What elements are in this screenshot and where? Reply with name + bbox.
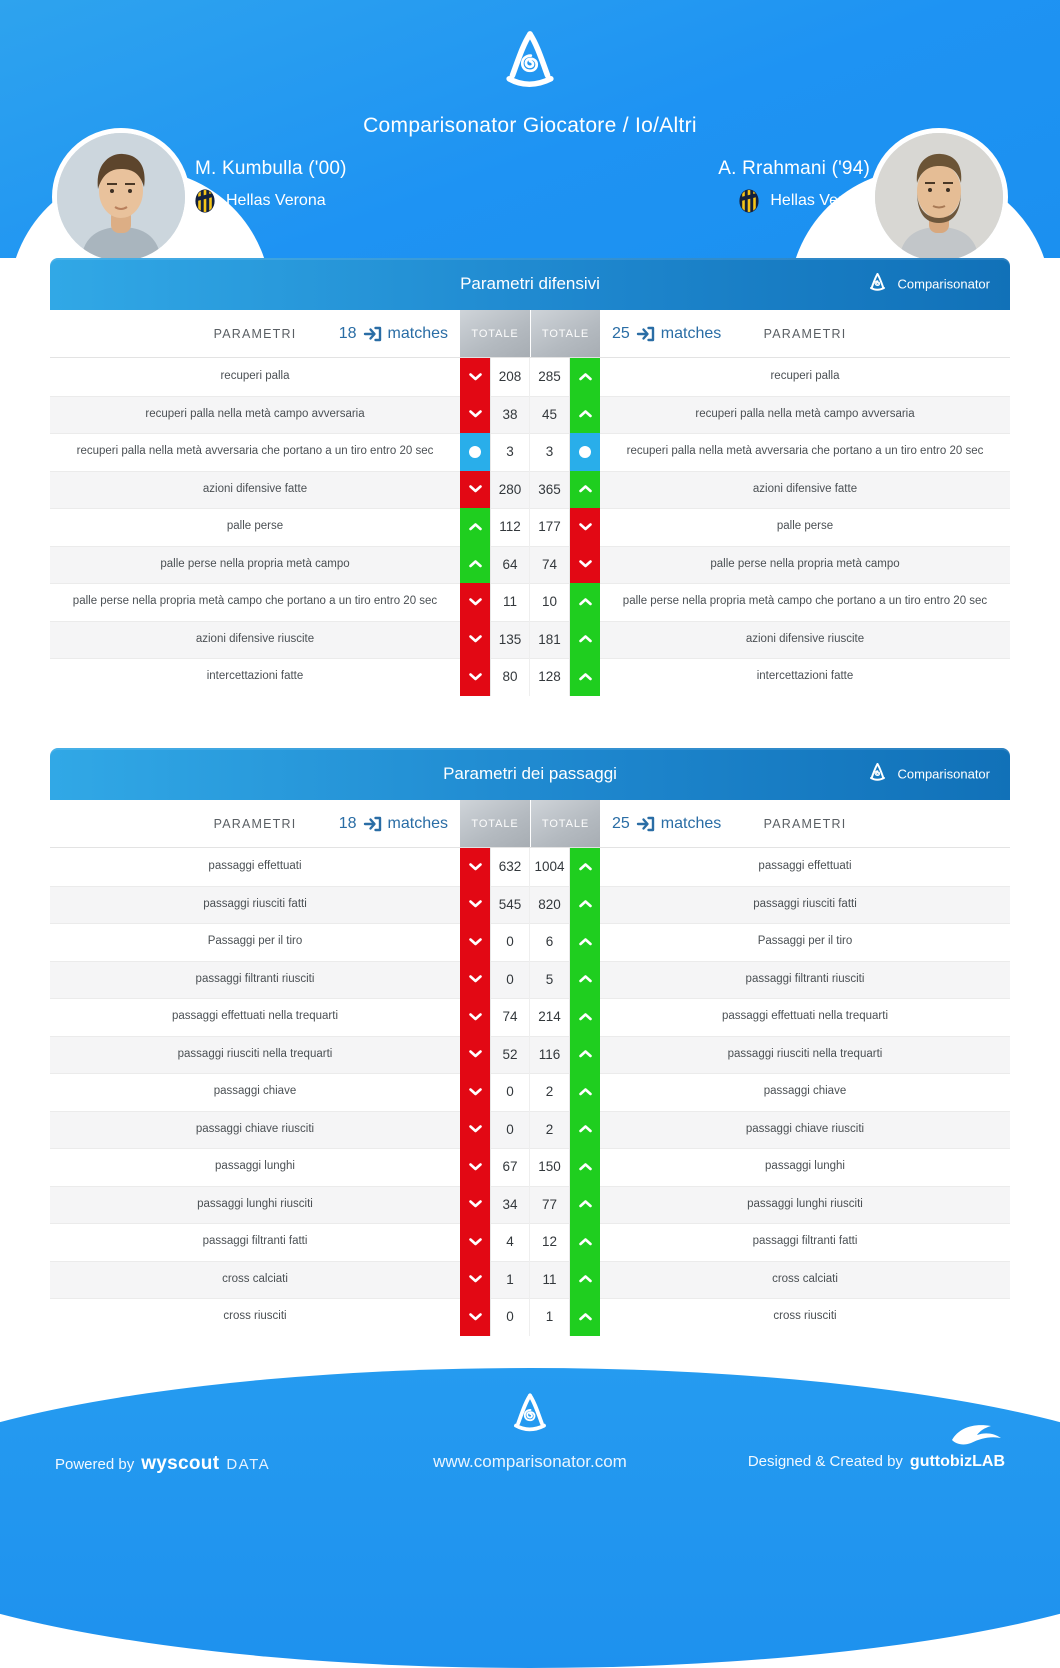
brand-label: Comparisonator (897, 766, 990, 782)
chevron-up-icon (578, 409, 593, 419)
chevron-down-icon (468, 1049, 483, 1059)
table-row (50, 886, 1010, 924)
row-label-left: passaggi chiave (213, 1085, 297, 1098)
chevron-up-icon (578, 937, 593, 947)
table-title: Parametri difensivi (460, 274, 600, 293)
row-label-right: Passaggi per il tiro (757, 935, 853, 948)
table-row (50, 998, 1010, 1036)
value-right: 285 (530, 358, 570, 396)
matches-count-left: 18 (338, 324, 357, 342)
value-left: 11 (490, 583, 530, 621)
indicator-right (570, 396, 600, 434)
row-label-left: passaggi filtranti riusciti (195, 972, 315, 985)
indicator-right (570, 658, 600, 696)
row-label-right: passaggi effettuati (758, 860, 852, 873)
comparisonator-logo-icon (865, 272, 890, 297)
value-right: 6 (530, 923, 570, 961)
chevron-up-icon (578, 1162, 593, 1172)
value-left: 0 (490, 1111, 530, 1149)
table-row (50, 923, 1010, 961)
indicator-right (570, 1036, 600, 1074)
defensive-parameters-table (50, 258, 1010, 696)
indicator-right (570, 1261, 600, 1299)
guttobizlab-logo: guttobizLAB (909, 1453, 1005, 1470)
table-row (50, 658, 1010, 696)
value-right: 177 (530, 508, 570, 546)
table-row (50, 546, 1010, 584)
chevron-up-icon (578, 1274, 593, 1284)
indicator-right (570, 1298, 600, 1336)
chevron-down-icon (468, 1274, 483, 1284)
value-left: 0 (490, 923, 530, 961)
value-left: 34 (490, 1186, 530, 1224)
table-row (50, 583, 1010, 621)
row-label-left: recuperi palla nella metà avversaria che portano a un tiro entro 20 sec (76, 445, 434, 458)
value-left: 280 (490, 471, 530, 509)
credit-text: Designed & Created by (747, 1453, 903, 1470)
chevron-down-icon (468, 1012, 483, 1022)
chevron-up-icon (578, 484, 593, 494)
value-right: 116 (530, 1036, 570, 1074)
table-title: Parametri dei passaggi (443, 764, 617, 783)
row-label-right: recuperi palla nella metà campo avversaria (695, 407, 915, 420)
value-left: 67 (490, 1148, 530, 1186)
matches-right-link[interactable] (612, 815, 721, 833)
table-row (50, 1148, 1010, 1186)
chevron-down-icon (578, 559, 593, 569)
value-right: 365 (530, 471, 570, 509)
value-right: 181 (530, 621, 570, 659)
indicator-right (570, 1148, 600, 1186)
row-label-left: passaggi riusciti fatti (203, 897, 307, 910)
table-row (50, 433, 1010, 471)
chevron-up-icon (468, 559, 483, 569)
matches-count-left: 18 (338, 814, 357, 832)
row-label-left: passaggi riusciti nella trequarti (177, 1047, 333, 1060)
chevron-up-icon (578, 672, 593, 682)
credit (748, 1453, 1005, 1471)
indicator-left (460, 621, 490, 659)
indicator-left (460, 998, 490, 1036)
indicator-left (460, 433, 490, 471)
table-row (50, 508, 1010, 546)
value-left: 632 (490, 848, 530, 886)
row-label-left: passaggi lunghi (215, 1160, 295, 1173)
indicator-right (570, 433, 600, 471)
chevron-up-icon (578, 634, 593, 644)
chevron-down-icon (468, 1087, 483, 1097)
indicator-left (460, 1261, 490, 1299)
value-right: 11 (530, 1261, 570, 1299)
indicator-right (570, 848, 600, 886)
value-left: 1 (490, 1261, 530, 1299)
value-right: 2 (530, 1111, 570, 1149)
chevron-up-icon (578, 899, 593, 909)
row-label-right: azioni difensive riuscite (745, 632, 865, 645)
columns-header (50, 800, 1010, 848)
chevron-down-icon (468, 1312, 483, 1322)
matches-left-link[interactable] (339, 815, 448, 833)
row-label-right: passaggi riusciti nella trequarti (727, 1047, 883, 1060)
indicator-right (570, 1111, 600, 1149)
table-row (50, 471, 1010, 509)
row-label-right: recuperi palla (770, 370, 840, 383)
table-row (50, 396, 1010, 434)
indicator-right (570, 1073, 600, 1111)
row-label-right: passaggi riusciti fatti (753, 897, 857, 910)
value-right: 1004 (530, 848, 570, 886)
value-right: 820 (530, 886, 570, 924)
powered-by-text: Powered by (55, 1456, 135, 1473)
chevron-up-icon (578, 1012, 593, 1022)
chevron-down-icon (468, 1124, 483, 1134)
website-link[interactable]: www.comparisonator.com (433, 1452, 627, 1471)
indicator-right (570, 1186, 600, 1224)
table-title-bar (50, 748, 1010, 800)
value-left: 0 (490, 1298, 530, 1336)
indicator-left (460, 848, 490, 886)
value-right: 74 (530, 546, 570, 584)
wyscout-logo: wyscout (141, 1453, 220, 1474)
hellas-verona-badge-icon (195, 189, 215, 213)
row-label-right: azioni difensive fatte (752, 482, 858, 495)
row-label-left: palle perse (226, 520, 284, 533)
chevron-up-icon (578, 1124, 593, 1134)
parametri-header-right: PARAMETRI (763, 326, 847, 341)
value-left: 64 (490, 546, 530, 584)
row-label-left: azioni difensive riuscite (195, 632, 315, 645)
matches-count-right: 25 (612, 324, 630, 342)
matches-left-link[interactable] (339, 325, 448, 343)
row-label-left: passaggi lunghi riusciti (197, 1197, 313, 1210)
value-right: 1 (530, 1298, 570, 1336)
indicator-right (570, 621, 600, 659)
parametri-header-right: PARAMETRI (763, 816, 847, 831)
row-label-right: passaggi lunghi riusciti (747, 1197, 863, 1210)
row-label-left: passaggi filtranti fatti (202, 1235, 308, 1248)
value-left: 208 (490, 358, 530, 396)
matches-right-link[interactable] (612, 325, 721, 343)
row-label-left: passaggi effettuati nella trequarti (171, 1010, 338, 1023)
chevron-down-icon (468, 597, 483, 607)
row-label-left: passaggi chiave riusciti (195, 1122, 315, 1135)
indicator-right (570, 923, 600, 961)
table-row (50, 358, 1010, 396)
indicator-right (570, 508, 600, 546)
chevron-down-icon (468, 862, 483, 872)
page-title: Comparisonator Giocatore / Io/Altri (363, 114, 697, 137)
row-label-right: passaggi chiave riusciti (745, 1122, 865, 1135)
totale-header-right: TOTALE (530, 800, 600, 847)
row-label-right: passaggi effettuati nella trequarti (721, 1010, 888, 1023)
value-right: 2 (530, 1073, 570, 1111)
row-label-left: cross riusciti (223, 1310, 287, 1323)
matches-word: matches (387, 324, 448, 342)
hero-banner (0, 0, 1060, 258)
table-rows (50, 358, 1010, 696)
table-rows (50, 848, 1010, 1336)
player-right-team: Hellas Verona (770, 192, 870, 209)
value-right: 150 (530, 1148, 570, 1186)
matches-word: matches (660, 324, 722, 342)
sign-in-arrow-icon (636, 816, 655, 832)
chevron-up-icon (578, 1199, 593, 1209)
value-left: 52 (490, 1036, 530, 1074)
indicator-left (460, 1298, 490, 1336)
player-right-photo (870, 128, 1008, 266)
matches-count-right: 25 (612, 814, 630, 832)
row-label-left: passaggi effettuati (208, 860, 302, 873)
indicator-right (570, 546, 600, 584)
row-label-right: palle perse nella propria metà campo che portano a un tiro entro 20 sec (622, 595, 988, 608)
row-label-right: passaggi filtranti fatti (752, 1235, 858, 1248)
chevron-down-icon (468, 899, 483, 909)
row-label-left: azioni difensive fatte (202, 482, 308, 495)
guttobiz-wave-icon (951, 1423, 1003, 1445)
indicator-left (460, 471, 490, 509)
chevron-down-icon (468, 1199, 483, 1209)
value-left: 135 (490, 621, 530, 659)
sign-in-arrow-icon (636, 326, 655, 342)
value-left: 112 (490, 508, 530, 546)
row-label-left: recuperi palla nella metà campo avversaria (145, 407, 365, 420)
indicator-left (460, 508, 490, 546)
player-left-team: Hellas Verona (226, 192, 326, 209)
chevron-up-icon (468, 522, 483, 532)
player-left-info (195, 158, 347, 213)
chevron-down-icon (468, 484, 483, 494)
value-left: 74 (490, 998, 530, 1036)
indicator-left (460, 358, 490, 396)
table-row (50, 1073, 1010, 1111)
hellas-verona-badge-icon (739, 189, 759, 213)
value-left: 3 (490, 433, 530, 471)
table-row (50, 1223, 1010, 1261)
table-row (50, 1186, 1010, 1224)
chevron-up-icon (578, 1049, 593, 1059)
indicator-left (460, 1186, 490, 1224)
row-label-right: passaggi chiave (763, 1085, 847, 1098)
chevron-down-icon (468, 372, 483, 382)
chevron-down-icon (578, 522, 593, 532)
matches-word: matches (660, 814, 722, 832)
table-row (50, 621, 1010, 659)
indicator-right (570, 471, 600, 509)
value-right: 5 (530, 961, 570, 999)
chevron-up-icon (578, 862, 593, 872)
row-label-right: passaggi lunghi (765, 1160, 845, 1173)
value-right: 128 (530, 658, 570, 696)
indicator-right (570, 583, 600, 621)
parametri-header-left: PARAMETRI (213, 326, 297, 341)
comparisonator-logo-icon (865, 762, 890, 787)
matches-word: matches (387, 814, 448, 832)
row-label-right: palle perse (776, 520, 834, 533)
chevron-down-icon (468, 1162, 483, 1172)
totale-header-left: TOTALE (460, 800, 530, 847)
equal-dot-icon (469, 446, 481, 458)
value-left: 38 (490, 396, 530, 434)
chevron-up-icon (578, 1312, 593, 1322)
data-text: DATA (226, 1456, 271, 1473)
chevron-down-icon (468, 409, 483, 419)
brand-label: Comparisonator (897, 276, 990, 292)
table-row (50, 1261, 1010, 1299)
chevron-down-icon (468, 974, 483, 984)
indicator-left (460, 396, 490, 434)
indicator-left (460, 961, 490, 999)
value-left: 545 (490, 886, 530, 924)
table-row (50, 848, 1010, 886)
comparisonator-brand (865, 272, 991, 297)
indicator-left (460, 1036, 490, 1074)
indicator-left (460, 1111, 490, 1149)
value-left: 0 (490, 1073, 530, 1111)
chevron-down-icon (468, 1237, 483, 1247)
indicator-right (570, 886, 600, 924)
indicator-left (460, 923, 490, 961)
table-row (50, 1298, 1010, 1336)
columns-header (50, 310, 1010, 358)
row-label-left: cross calciati (222, 1272, 288, 1285)
indicator-left (460, 658, 490, 696)
equal-dot-icon (579, 446, 591, 458)
chevron-up-icon (578, 372, 593, 382)
sign-in-arrow-icon (363, 816, 382, 832)
indicator-left (460, 1223, 490, 1261)
chevron-down-icon (468, 937, 483, 947)
row-label-left: palle perse nella propria metà campo (160, 557, 350, 570)
row-label-right: recuperi palla nella metà avversaria che portano a un tiro entro 20 sec (626, 445, 984, 458)
indicator-left (460, 583, 490, 621)
row-label-left: intercettazioni fatte (206, 670, 304, 683)
row-label-left: palle perse nella propria metà campo che portano a un tiro entro 20 sec (72, 595, 438, 608)
chevron-up-icon (578, 597, 593, 607)
indicator-right (570, 1223, 600, 1261)
sign-in-arrow-icon (363, 326, 382, 342)
comparisonator-brand (865, 762, 991, 787)
chevron-up-icon (578, 974, 593, 984)
indicator-left (460, 886, 490, 924)
comparisonator-logo-icon (503, 1390, 557, 1444)
player-right-info (718, 158, 870, 213)
value-right: 77 (530, 1186, 570, 1224)
parametri-header-left: PARAMETRI (213, 816, 297, 831)
powered-by (55, 1453, 270, 1475)
passing-parameters-table (50, 748, 1010, 1336)
indicator-left (460, 1073, 490, 1111)
value-right: 3 (530, 433, 570, 471)
row-label-left: recuperi palla (220, 370, 290, 383)
indicator-left (460, 1148, 490, 1186)
value-right: 12 (530, 1223, 570, 1261)
chevron-down-icon (468, 672, 483, 682)
row-label-right: cross calciati (772, 1272, 838, 1285)
indicator-right (570, 358, 600, 396)
value-right: 10 (530, 583, 570, 621)
indicator-right (570, 998, 600, 1036)
value-left: 0 (490, 961, 530, 999)
chevron-up-icon (578, 1087, 593, 1097)
value-left: 80 (490, 658, 530, 696)
table-row (50, 961, 1010, 999)
indicator-right (570, 961, 600, 999)
player-left-name: M. Kumbulla ('00) (195, 158, 347, 179)
totale-header-left: TOTALE (460, 310, 530, 357)
row-label-left: Passaggi per il tiro (207, 935, 303, 948)
chevron-up-icon (578, 1237, 593, 1247)
player-right-name: A. Rrahmani ('94) (718, 158, 870, 179)
value-right: 45 (530, 396, 570, 434)
totale-header-right: TOTALE (530, 310, 600, 357)
row-label-right: intercettazioni fatte (756, 670, 854, 683)
table-row (50, 1111, 1010, 1149)
value-right: 214 (530, 998, 570, 1036)
comparisonator-logo-icon (490, 26, 570, 106)
player-left-photo (52, 128, 190, 266)
row-label-right: passaggi filtranti riusciti (745, 972, 865, 985)
row-label-right: palle perse nella propria metà campo (710, 557, 900, 570)
indicator-left (460, 546, 490, 584)
value-left: 4 (490, 1223, 530, 1261)
table-title-bar (50, 258, 1010, 310)
row-label-right: cross riusciti (773, 1310, 837, 1323)
chevron-down-icon (468, 634, 483, 644)
table-row (50, 1036, 1010, 1074)
